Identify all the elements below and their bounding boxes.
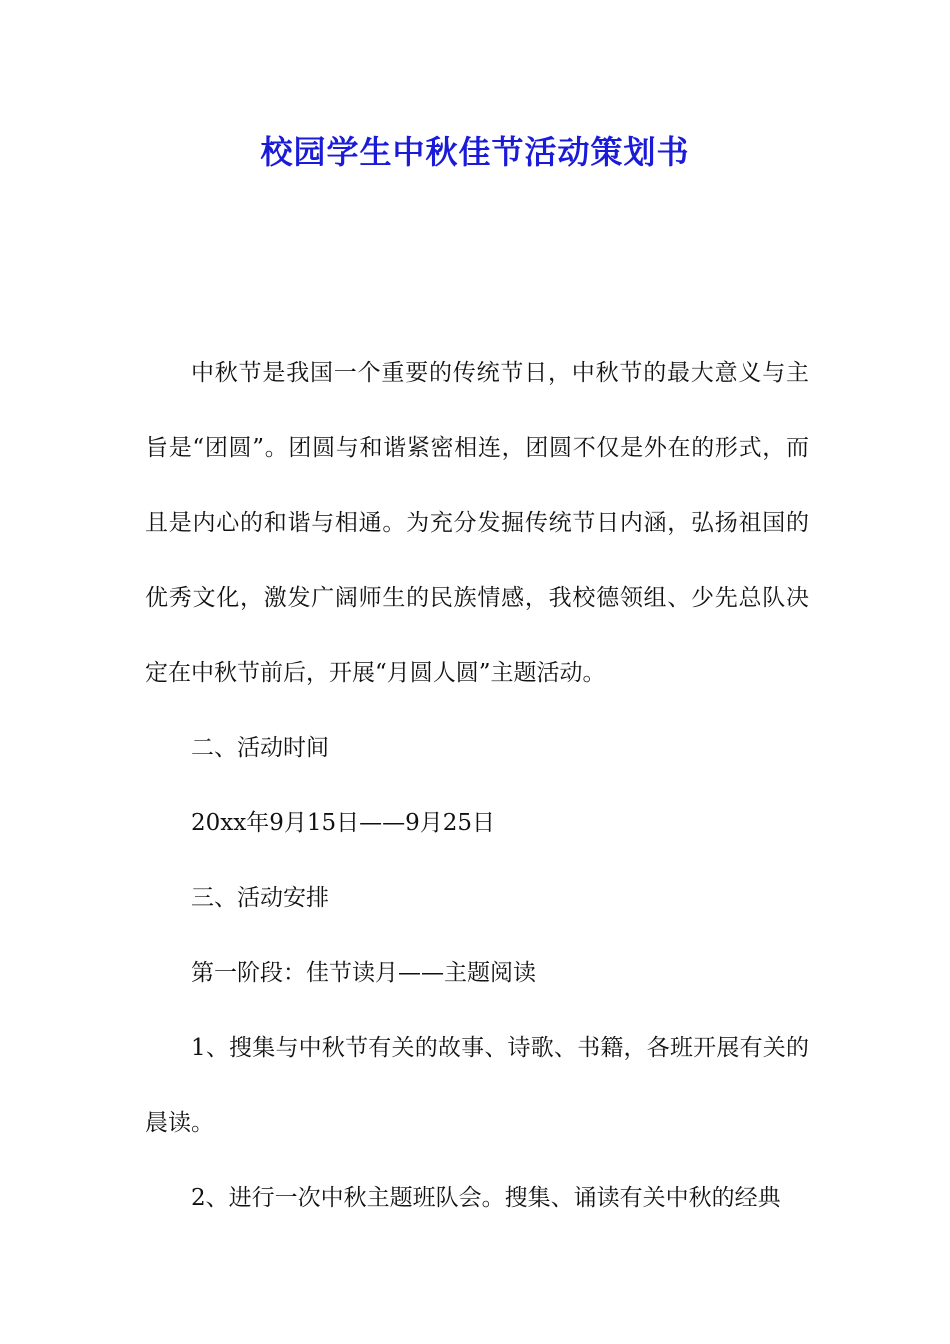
arrangement-item-1: 1、搜集与中秋节有关的故事、诗歌、书籍，各班开展有关的晨读。: [145, 1035, 809, 1136]
intro-paragraph: 中秋节是我国一个重要的传统节日，中秋节的最大意义与主旨是“团圆”。团圆与和谐紧密相连，团圆不仅是外在的形式，而且是内心的和谐与相通。为充分发掘传统节日内涵，弘扬祖国的优秀文化，激发广阔师生的民族情感，我校德领组、少先总队决定在中秋节前后，开展“月圆人圆”主题活动。: [145, 360, 809, 686]
activity-date-range: 20xx年9月15日——9月25日: [191, 810, 496, 836]
phase-one-heading: 第一阶段：佳节读月——主题阅读: [191, 960, 536, 986]
section-heading-time: 二、活动时间: [191, 735, 329, 761]
arrangement-item-2: 2、进行一次中秋主题班队会。搜集、诵读有关中秋的经典: [191, 1185, 781, 1211]
section-heading-arrangement: 三、活动安排: [191, 885, 329, 911]
document-title: 校园学生中秋佳节活动策划书: [260, 133, 690, 171]
document-body: [145, 336, 809, 1236]
